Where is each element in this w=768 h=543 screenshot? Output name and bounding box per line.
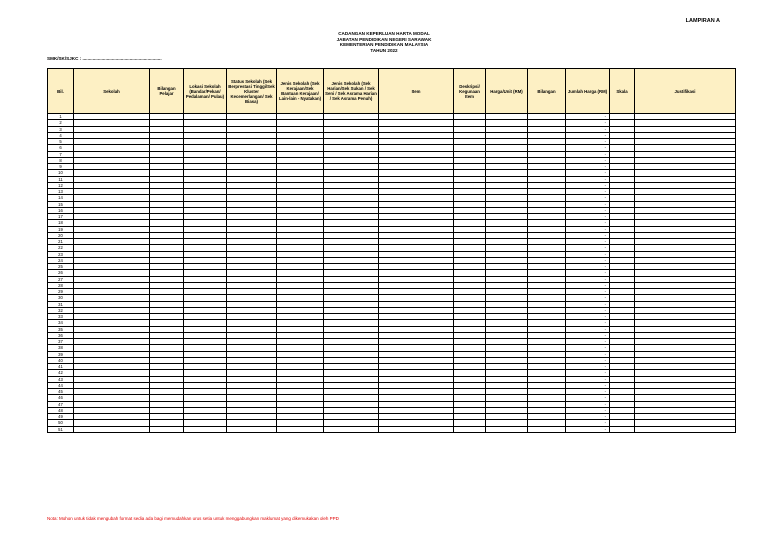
total-price-cell[interactable]: - [566, 264, 610, 270]
header-sekolah: Sekolah [74, 69, 150, 114]
total-price-cell[interactable]: - [566, 170, 610, 176]
row-number-cell: 17 [48, 214, 74, 220]
table-cell[interactable] [277, 426, 324, 432]
total-price-cell[interactable]: - [566, 289, 610, 295]
total-price-cell[interactable]: - [566, 332, 610, 338]
total-price-cell[interactable]: - [566, 207, 610, 213]
row-number-cell: 13 [48, 189, 74, 195]
total-price-cell[interactable]: - [566, 182, 610, 188]
row-number-cell: 39 [48, 351, 74, 357]
total-price-cell[interactable]: - [566, 176, 610, 182]
header-jenis-sekolah-harian: Jenis Sekolah (Sek Harian/Sek Sukan / Sek Seni / Sek Asrama Harian / Sek Asrama Penuh) [324, 69, 379, 114]
row-number-cell: 18 [48, 220, 74, 226]
total-price-cell[interactable]: - [566, 226, 610, 232]
row-number-cell: 48 [48, 407, 74, 413]
table-cell[interactable] [635, 426, 736, 432]
row-number-cell: 37 [48, 339, 74, 345]
total-price-cell[interactable]: - [566, 214, 610, 220]
table-cell[interactable] [74, 426, 150, 432]
row-number-cell: 30 [48, 295, 74, 301]
total-price-cell[interactable]: - [566, 245, 610, 251]
lampiran-label: LAMPIRAN A [685, 18, 720, 24]
table-cell[interactable] [379, 426, 454, 432]
total-price-cell[interactable]: - [566, 395, 610, 401]
row-number-cell: 46 [48, 395, 74, 401]
table-cell[interactable] [486, 426, 528, 432]
table-cell[interactable] [610, 426, 635, 432]
row-number-cell: 34 [48, 320, 74, 326]
total-price-cell[interactable]: - [566, 189, 610, 195]
total-price-cell[interactable]: - [566, 139, 610, 145]
school-name-label: SMK/SK/SJKC : .............................................................. [47, 56, 162, 61]
row-number-cell: 45 [48, 389, 74, 395]
total-price-cell[interactable]: - [566, 351, 610, 357]
total-price-cell[interactable]: - [566, 282, 610, 288]
row-number-cell: 4 [48, 132, 74, 138]
total-price-cell[interactable]: - [566, 295, 610, 301]
total-price-cell[interactable]: - [566, 257, 610, 263]
total-price-cell[interactable]: - [566, 120, 610, 126]
total-price-cell[interactable]: - [566, 376, 610, 382]
total-price-cell[interactable]: - [566, 314, 610, 320]
row-number-cell: 12 [48, 182, 74, 188]
row-number-cell: 31 [48, 301, 74, 307]
total-price-cell[interactable]: - [566, 164, 610, 170]
total-price-cell[interactable]: - [566, 382, 610, 388]
total-price-cell[interactable]: - [566, 401, 610, 407]
total-price-cell[interactable]: - [566, 426, 610, 432]
table-cell[interactable] [227, 426, 277, 432]
total-price-cell[interactable]: - [566, 239, 610, 245]
header-harga-unit: Harga/Unit (RM) [486, 69, 528, 114]
total-price-cell[interactable]: - [566, 126, 610, 132]
row-number-cell: 35 [48, 326, 74, 332]
row-number-cell: 49 [48, 414, 74, 420]
row-number-cell: 14 [48, 195, 74, 201]
row-number-cell: 29 [48, 289, 74, 295]
table-cell[interactable] [454, 426, 486, 432]
total-price-cell[interactable]: - [566, 220, 610, 226]
heading-line-4: TAHUN 2022 [370, 47, 398, 53]
table-cell[interactable] [324, 426, 379, 432]
table-cell[interactable] [184, 426, 227, 432]
heading-line-1: CADANGAN KEPERLUAN HARTA MODAL [338, 31, 430, 36]
row-number-cell: 20 [48, 232, 74, 238]
total-price-cell[interactable]: - [566, 320, 610, 326]
row-number-cell: 23 [48, 251, 74, 257]
heading-line-3: KEMENTERIAN PENDIDIKAN MALAYSIA [339, 42, 429, 48]
row-number-cell: 8 [48, 157, 74, 163]
total-price-cell[interactable]: - [566, 420, 610, 426]
header-justifikasi: Justifikasi [635, 69, 736, 114]
row-number-cell: 50 [48, 420, 74, 426]
total-price-cell[interactable]: - [566, 114, 610, 120]
total-price-cell[interactable]: - [566, 389, 610, 395]
row-number-cell: 43 [48, 376, 74, 382]
row-number-cell: 7 [48, 151, 74, 157]
total-price-cell[interactable]: - [566, 232, 610, 238]
row-number-cell: 21 [48, 239, 74, 245]
total-price-cell[interactable]: - [566, 414, 610, 420]
total-price-cell[interactable]: - [566, 326, 610, 332]
total-price-cell[interactable]: - [566, 157, 610, 163]
row-number-cell: 22 [48, 245, 74, 251]
row-number-cell: 27 [48, 276, 74, 282]
row-number-cell: 5 [48, 139, 74, 145]
row-number-cell: 6 [48, 145, 74, 151]
row-number-cell: 47 [48, 401, 74, 407]
row-number-cell: 32 [48, 307, 74, 313]
table-cell[interactable] [528, 426, 566, 432]
total-price-cell[interactable]: - [566, 145, 610, 151]
row-number-cell: 25 [48, 264, 74, 270]
document-heading [0, 31, 768, 53]
row-number-cell: 42 [48, 370, 74, 376]
heading-line-2: JABATAN PENDIDIKAN NEGERI SARAWAK [336, 36, 432, 42]
row-number-cell: 1 [48, 114, 74, 120]
row-number-cell: 36 [48, 332, 74, 338]
total-price-cell[interactable]: - [566, 251, 610, 257]
total-price-cell[interactable]: - [566, 407, 610, 413]
row-number-cell: 9 [48, 164, 74, 170]
table-header-row [48, 69, 736, 114]
total-price-cell[interactable]: - [566, 276, 610, 282]
row-number-cell: 44 [48, 382, 74, 388]
total-price-cell[interactable]: - [566, 132, 610, 138]
row-number-cell: 2 [48, 120, 74, 126]
capital-requirements-table [47, 68, 736, 433]
total-price-cell[interactable]: - [566, 339, 610, 345]
total-price-cell[interactable]: - [566, 357, 610, 363]
row-number-cell: 33 [48, 314, 74, 320]
row-number-cell: 10 [48, 170, 74, 176]
total-price-cell[interactable]: - [566, 201, 610, 207]
total-price-cell[interactable]: - [566, 307, 610, 313]
footnote: Nota: Mohon untuk tidak mengubah format sedia ada bagi memudahkan urus setia untuk menggabungkan maklumat yang dikemukakan oleh PPD [47, 516, 339, 521]
row-number-cell: 28 [48, 282, 74, 288]
header-bilangan-pelajar: Bilangan Pelajar [150, 69, 184, 114]
header-status-sekolah: Status Sekolah (Sek Berprestasi Tinggi/Sek Kluster Kecemerlangan/ Sek Biasa) [227, 69, 277, 114]
row-number-cell: 38 [48, 345, 74, 351]
header-lokasi-sekolah: Lokasi Sekolah (Bandar/Pekan/ Pedalaman/ Pulau) [184, 69, 227, 114]
row-number-cell: 15 [48, 201, 74, 207]
total-price-cell[interactable]: - [566, 151, 610, 157]
header-skala: Skala [610, 69, 635, 114]
header-deskripsi: Deskripsi/ Kegunaan Item [454, 69, 486, 114]
total-price-cell[interactable]: - [566, 301, 610, 307]
row-number-cell: 41 [48, 364, 74, 370]
header-bilangan: Bilangan [528, 69, 566, 114]
table-body [48, 114, 736, 433]
row-number-cell: 3 [48, 126, 74, 132]
row-number-cell: 40 [48, 357, 74, 363]
header-bil: Bil. [48, 69, 74, 114]
row-number-cell: 19 [48, 226, 74, 232]
header-item: Item [379, 69, 454, 114]
table-row [48, 426, 736, 432]
total-price-cell[interactable]: - [566, 195, 610, 201]
row-number-cell: 11 [48, 176, 74, 182]
row-number-cell: 16 [48, 207, 74, 213]
total-price-cell[interactable]: - [566, 270, 610, 276]
row-number-cell: 26 [48, 270, 74, 276]
table-cell[interactable] [150, 426, 184, 432]
header-jumlah-harga: Jumlah Harga (RM) [566, 69, 610, 114]
total-price-cell[interactable]: - [566, 364, 610, 370]
row-number-cell: 24 [48, 257, 74, 263]
row-number-cell: 51 [48, 426, 74, 432]
total-price-cell[interactable]: - [566, 345, 610, 351]
total-price-cell[interactable]: - [566, 370, 610, 376]
header-jenis-sekolah-kerajaan: Jenis Sekolah (Sek Kerajaan/Sek Bantuan Kerajaan/ Lain-lain - Nyatakan) [277, 69, 324, 114]
